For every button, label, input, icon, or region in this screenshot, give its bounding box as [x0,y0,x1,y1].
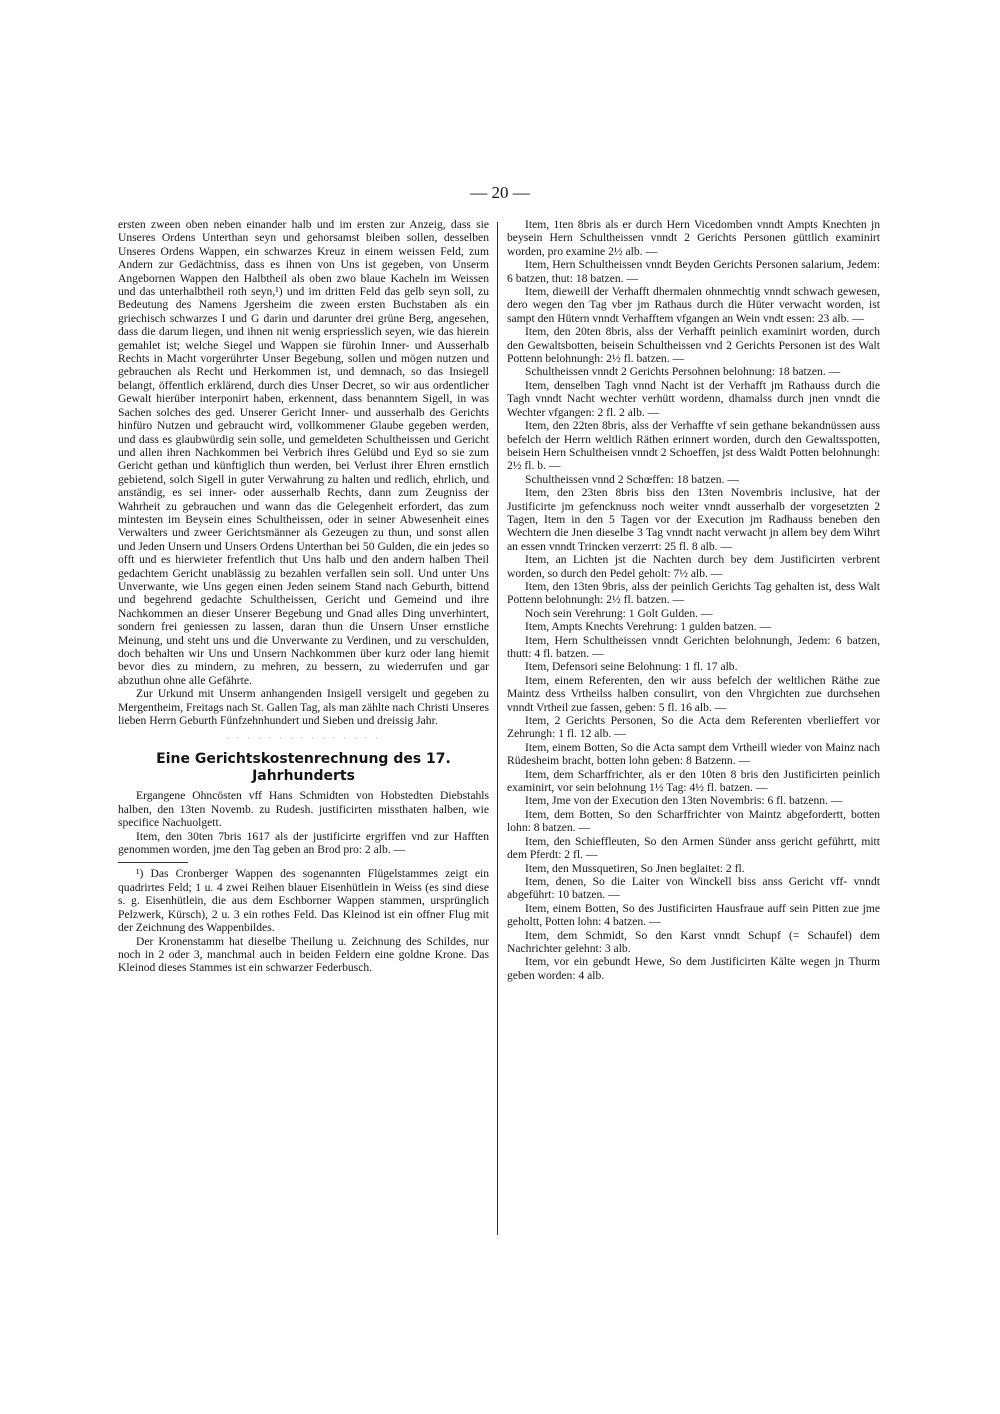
ledger-entry: Item, dem Scharffrichter, als er den 10ten 8 bris den Justificirten peinlich examinirt, vor sein belohnung 1½ Tag: 4½ fl. batzen. — [507,767,880,795]
ledger-entry: Noch sein Verehrung: 1 Golt Gulden. — [525,606,713,620]
ledger-entry: Item, 2 Gerichts Personen, So die Acta dem Referenten vberlieffert vor Zehrungh: 1 fl. 12 alb. — [507,714,880,741]
ledger-entry: Item, Jme von der Execution den 13ten Novembris: 6 fl. batzenn. — [525,794,843,808]
right-column [507,218,880,982]
ledger-entry: Item, Ampts Knechts Verehrung: 1 gulden batzen. — [525,620,772,634]
ledger-entry: Item, Hern Schultheissen vnndt Gerichten belohnungh, Jedem: 6 batzen, thutt: 4 fl. batzen. — [507,633,880,660]
body-paragraph: ersten zween oben neben einander halb und im ersten zur Anzeig, dass sie Unseres Ordens Unterthan seyn und gehorsamst bleiben sollen, desselben Unseres Ordens Wappen, ein schwarzes Kreuz in einem weissen Feld, zum Andern zur Gedächtniss, dass es ihnen von Uns ist gegeben, von Unserm Angebornen Wappen den Halbtheil als oben zwo blaue Kacheln im Weissen und das unterhalbtheil roth seyn,¹) und im dritten Feld das gelb seyn soll, zu Bedeutung des Namens Jgersheim die zween ersten Buchstaben als ein griechisch schwarzes I und G darin und darunter drei grüne Berg, angesehen, dass die darum liegen, und ihnen nit wenig erspriesslich seyen, wie das hierein gemahlet ist; welche Siegel und Wappen sie fürohin Inner- und Ausserhalb Rechts in Macht vorgerührter Unser Begebung, sollen und mögen nutzen und gebrauchen als Recht und Herkommen ist, und demnach, so das Insiegell belangt, öffentlich erklärend, durch dies Unser Decret, so wir aus ordentlicher Gewalt hierüber interponirt haben, erkennent, dass benanntem Sigell, in was Sachen solches des ged. Unserer Gericht Inner- und ausserhalb des Gerichts hinfüro Nutzen und gebraucht wird, vollkommener Glaube gegeben werden, und dass es glaubwürdig sein solle, und gemeldeten Schultheissen und Gericht und allen ihren Nachkommen bei Verbrich ihres Gelübd und Eyd so sie zum Gericht gethan und künftiglich thun werden, bei Verlust ihrer Ehren ernstlich gebietend, solch Sigell in guter Verwahrung zu halten und redlich, ehrlich, und anständig, es sei inner- oder ausserhalb Rechts, dann zum Zeugniss der Wahrheit zu gebrauchen und wann das die Gelegenheit erfordert, das zum mintesten im Beysein eines Schultheissen, oder in seiner Abwesenheit eines Verwalters und zweer Gerichtsmänner als Gezeugen zu thun, und sonst allen und Jeden Unsern und Unsers Ordens Unterthan bei 50 Gulden, die ein jedes so offt und es hierwieter frefentlich thut Uns halb und den andern halben Theil gedachtem Gericht unablässig zu bezahlen verfallen sein soll. Und unter Uns Unverwante, wie Uns gegen einen Jeden seinem Stand nach Geburth, bittend und begehrend gedachte Schultheissen, Gericht und Gemeind und ihre Nachkommen an dieser Unserer Begebung und Gnad alles Ding unverhintert, sondern frei geniessen zu lassen, daran thun die Unsern Unser ernstliche Meinung, und steht uns und die Unverwante zu Verdinen, und zu verschulden, doch behalten wir Uns und Unsern Nachkommen über kurz oder lang hiemit bevor dies zu mindern, zu mehren, zu bessern, zu wiederrufen und gar abzuthun ohne alle Gefährte. [118,218,489,687]
ledger-entry: Item, den 13ten 9bris, alss der peinlich Gerichts Tag gehalten ist, dess Walt Pottenn belohnungh: 2½ fl. batzen. — [507,579,880,607]
ledger-entry: Item, Defensori seine Belohnung: 1 fl. 17 alb. [525,660,738,674]
ledger-entry: Item, einem Botten, So die Acta sampt dem Vrtheill wieder von Mainz nach Rüdesheim bracht, botten lohn geben: 8 Batzenn. — [507,740,880,768]
ledger-entry: Item, den 23ten 8bris biss den 13ten Novembris inclusive, hat der Justificirte jm gefencknuss noch weiter vnndt ausserhalb der vorgesetzten 2 Tagen, Item in den 5 Tagen vor der Execution jm Radhauss beneben den Wechtern die Jnen dieselbe 3 Tag vnndt nacht verwacht jn allem bey dem Wihrt an essen vnndt Trincken verzerrt: 25 fl. 8 alb. — [507,486,880,553]
footnote: ¹) Das Cronberger Wappen des sogenannten Flügelstammes zeigt ein quadrirtes Feld; 1 u. 4 zwei Reihen blauer Eisenhütlein in Weiss (es sind diese s. g. Eisenhütlein, die aus dem Eschborner Wappen stammen, ursprünglich Pelzwerk, Kürsch), 2 u. 3 ein rothes Feld. Das Kleinod ist ein offner Flug mit der Zeichnung des Wappenbildes. [118,867,489,935]
ledger-entry: Item, dem Botten, So den Scharffrichter von Maintz abgefordertt, botten lohn: 8 batzen. — [507,807,880,835]
ledger-entry: Item, Hern Schultheissen vnndt Beyden Gerichts Personen salarium, Jedem: 6 batzen, thut: 18 batzen. — [507,258,880,285]
footnote-rule [118,862,188,863]
ledger-entry: Item, 1ten 8bris als er durch Hern Vicedomben vnndt Ampts Knechten jn beysein Hern Schultheissen vnndt 2 Gerichts Personen güttlich examinirt worden, pro examine 2½ alb. — [507,218,880,258]
ledger-entry: Item, den Mussquetiren, So Jnen beglaitet: 2 fl. [525,861,745,875]
ledger-entry: Item, den 20ten 8bris, alss der Verhafft peinlich examinirt worden, durch den Gewaltsbotten, beisein Schultheissen vnd 2 Gerichts Personen ist des Walt Pottenn belohnungh: 2½ fl. batzen. — [507,325,880,366]
section-paragraph: Ergangene Ohncösten vff Hans Schmidten von Hobstedten Diebstahls halben, den 13ten Novemb. zu Rudesh. justificirten missthaten halben, wie specifice Nachuolgett. [118,789,489,830]
ledger-entry: Item, den 22ten 8bris, alss der Verhaffte vf sein gethane bekandnüssen auss befelch der Herrn weltlich Räthen erinnert worden, durch den Gewaltsspotten, beisein Hern Schultheisen vnndt 2 Schoeffen, jst dess Waldt Potten belohnungh: 2½ fl. b. — [507,419,880,473]
ledger-entry: Item, den Schieffleuten, So den Armen Sünder anss gericht geführtt, mitt dem Pferdt: 2 fl. — [507,834,880,862]
column-divider [497,222,498,1235]
ledger-entry: Schultheissen vnnd 2 Schœffen: 18 batzen. — [525,472,739,486]
page-number: — 20 — [470,183,530,202]
section-heading: Eine Gerichtskostenrechnung des 17. Jahrhunderts [156,751,451,785]
left-column [118,218,489,975]
ledger-entry: Item, vor ein gebundt Hewe, So dem Justificirten Kälte wegen jn Thurm geben worden: 4 alb. [507,955,880,982]
ledger-entry: Item, denselben Tagh vnnd Nacht ist der Verhafft jm Rathauss durch die Tagh vnndt Nacht wechter verhütt wordenn, dhamalss durch jnen vnndt die Wechter vfgangen: 2 fl. 2 alb. — [507,378,880,419]
section-ornament: · · · · · · · · · · · · · · · [226,734,381,744]
section-paragraph: Item, den 30ten 7bris 1617 als der justificirte ergriffen vnd zur Hafften genommen worden, jme den Tag geben an Brod pro: 2 alb. — [118,829,489,857]
ledger-entry: Item, denen, So die Laiter von Winckell biss anss Gericht vff- vnndt abgeführt: 10 batzen. — [507,874,880,902]
ledger-entry: Item, einem Botten, So des Justificirten Hausfraue auff sein Pitten zue jme geholtt, Potten lohn: 4 batzen. — [507,901,880,929]
ledger-entry: Item, dieweill der Verhafft dhermalen ohnmechtig vnndt schwach gewesen, dero wegen den Tag vber jm Rathaus durch die Hüter verwacht worden, ist sampt den Hütern vnndt Verhafftem vfgangen an Wein vndt essen: 23 alb. — [507,285,880,325]
ledger-entry: Item, an Lichten jst die Nachten durch bey dem Justificirten verbrent worden, so durch den Pedel geholt: 7½ alb. — [507,553,880,580]
ledger-entry: Item, dem Schmidt, So den Karst vnndt Schupf (= Schaufel) dem Nachrichter gelehnt: 3 alb. [507,928,880,955]
ledger-entry: Schultheissen vnndt 2 Gerichts Persohnen belohnung: 18 batzen. — [525,365,841,379]
footnote: Der Kronenstamm hat dieselbe Theilung u. Zeichnung des Schildes, nur noch in 2 oder 3, manchmal auch in beiden Feldern eine goldne Krone. Das Kleinod dieses Stammes ist ein schwarzer Federbusch. [118,934,489,975]
body-paragraph: Zur Urkund mit Unserm anhangenden Insigell versigelt und gegeben zu Mergentheim, Freitags nach St. Gallen Tag, als man zählte nach Christi Unseres lieben Herrn Geburth Fünfzehnhundert und Sieben und dreissig Jahr. [118,687,489,728]
ledger-entry: Item, einem Referenten, den wir auss befelch der weltlichen Räthe zue Maintz dess Vrtheilss halben consulirt, von den Vhrgichten zue durchsehen vnndt Vrtheil zue fassen, geben: 5 fl. 16 alb. — [507,673,880,714]
